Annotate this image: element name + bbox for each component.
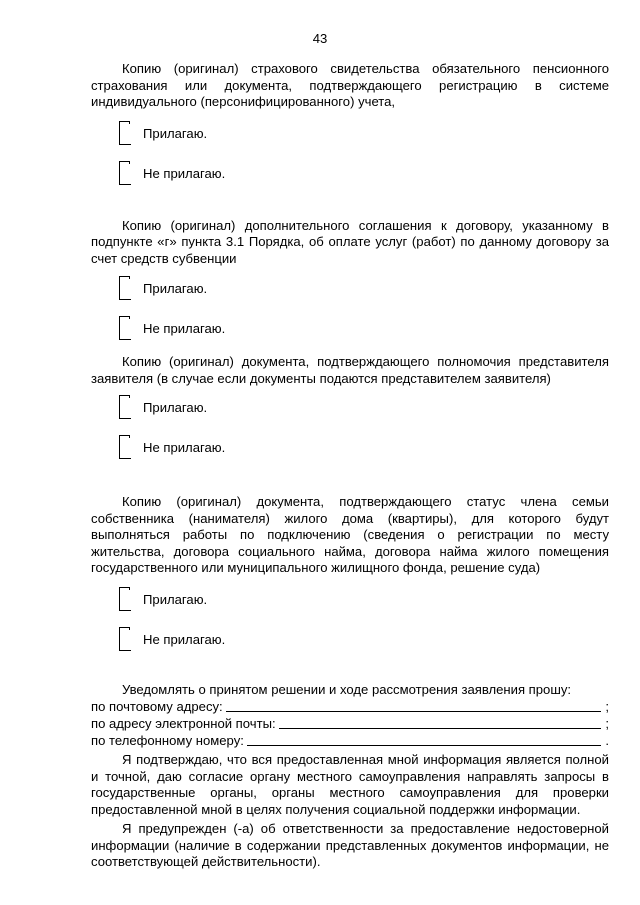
option-label: Не прилагаю. [143,321,226,336]
option-label: Не прилагаю. [143,440,226,455]
phone-label: по телефонному номеру: [91,732,244,748]
option-not-attach-2[interactable] [91,313,609,353]
option-attach-1[interactable] [91,118,609,158]
option-not-attach-1[interactable] [91,158,609,198]
phone-line[interactable] [91,732,609,749]
postal-address-label: по почтовому адресу: [91,698,223,714]
document-body [91,61,609,871]
checkbox[interactable] [119,161,131,185]
page-number: 43 [312,31,328,46]
checkbox[interactable] [119,121,131,145]
email-label: по адресу электронной почты: [91,715,276,731]
checkbox[interactable] [119,395,131,419]
option-label: Прилагаю. [143,400,208,415]
checkbox[interactable] [119,316,131,340]
email-line[interactable] [91,715,609,732]
confirmation-text: Я подтверждаю, что вся предоставленная мной информация является полной и точной, даю согласие органу местного самоуправления направлять запросы в государственные органы, органы местного самоуправления для проверки предоставленной мной в целях получения социальной поддержки информации. [91,752,609,817]
option-not-attach-4[interactable] [91,624,609,664]
option-attach-4[interactable] [91,584,609,624]
option-label: Не прилагаю. [143,631,226,647]
warning-text: Я предупрежден (-а) об ответственности за предоставление недостоверной информации (наличие в содержании представленных документов информации, не соответствующей действительности). [91,821,609,869]
option-not-attach-3[interactable] [91,432,609,472]
checkbox[interactable] [119,587,131,611]
notify-intro: Уведомлять о принятом решении и ходе рассмотрения заявления прошу: [122,681,572,697]
checkbox[interactable] [119,435,131,459]
line-end: . [605,732,609,748]
checkbox[interactable] [119,276,131,300]
option-label: Не прилагаю. [143,165,226,181]
postal-address-field[interactable] [226,698,602,712]
section-4-text: Копию (оригинал) документа, подтверждающего статус члена семьи собственника (нанимателя) жилого дома (квартиры), для которого будут выполняться работы по подключению (сведения о регистрации по месту жительства, договора социального найма, договора найма жилого помещения государственного или муниципального жилищного фонда, решение суда) [91,494,609,575]
section-1-text: Копию (оригинал) страхового свидетельства обязательного пенсионного страхования или документа, подтверждающего регистрацию в системе индивидуального (персонифицированного) учета, [91,61,609,109]
section-2-text: Копию (оригинал) дополнительного соглашения к договору, указанному в подпункте «г» пункта 3.1 Порядка, об оплате услуг (работ) по данному договору за счет средств субвенции [91,217,609,266]
option-attach-3[interactable] [91,392,609,432]
line-end: ; [605,715,609,731]
section-3-text: Копию (оригинал) документа, подтверждающего полномочия представителя заявителя (в случае если документы подаются представителем заявителя) [91,354,609,386]
option-label: Прилагаю. [143,281,208,296]
option-label: Прилагаю. [143,125,208,141]
email-field[interactable] [279,715,602,729]
line-end: ; [605,698,609,714]
phone-field[interactable] [247,732,601,746]
option-attach-2[interactable] [91,273,609,313]
option-label: Прилагаю. [143,591,208,607]
postal-address-line[interactable] [91,698,609,715]
checkbox[interactable] [119,627,131,651]
